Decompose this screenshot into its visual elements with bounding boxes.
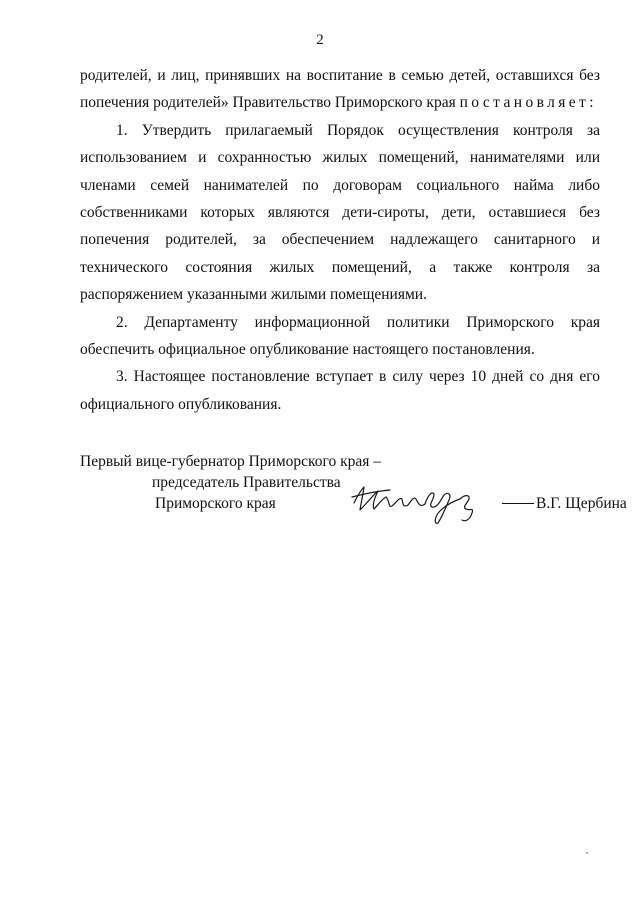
- paragraph-2-text: Департаменту информационной политики Приморского края обеспечить официальное опубликование настоящего постановления.: [80, 313, 600, 359]
- signer-name: В.Г. Щербина: [536, 495, 627, 512]
- signer-title-line-2: председатель Правительства: [152, 474, 341, 491]
- signature-block: [80, 452, 627, 532]
- intro-text: родителей, и лиц, принявших на воспитание в семью детей, оставшихся без попечения родителей» Правительство Приморского края: [80, 67, 600, 112]
- paragraph-1-number: 1.: [116, 121, 128, 139]
- paragraph-1: [80, 117, 600, 309]
- scan-dot: [586, 852, 588, 854]
- signer-name-line: [502, 494, 627, 514]
- signer-dash: [502, 503, 534, 504]
- paragraph-3-number: 3.: [116, 368, 128, 386]
- document-body: [80, 62, 600, 418]
- paragraph-1-text: Утвердить прилагаемый Порядок осуществления контроля за использованием и сохранностью жилых помещений, нанимателями или членами семей нанимателей по договорам социального найма либо собственниками которых являются дети-сироты, дети, оставшиеся без попечения родителей, за обеспечением надлежащего санитарного и технического состояния жилых помещений, а также контроля за распоряжением указанными жилыми помещениями.: [80, 121, 601, 304]
- signer-title-line-3: Приморского края: [155, 495, 276, 512]
- paragraph-2-number: 2.: [116, 313, 128, 331]
- handwritten-signature: [348, 477, 498, 527]
- paragraph-3: [80, 363, 600, 418]
- paragraph-2: [80, 309, 600, 364]
- intro-emphasis: постановляет:: [459, 94, 597, 112]
- signer-title-line-1: Первый вице-губернатор Приморского края –: [80, 453, 382, 470]
- page-number: 2: [316, 32, 324, 48]
- intro-paragraph: [80, 62, 600, 117]
- paragraph-3-text: Настоящее постановление вступает в силу через 10 дней со дня его официального опубликования.: [80, 368, 600, 413]
